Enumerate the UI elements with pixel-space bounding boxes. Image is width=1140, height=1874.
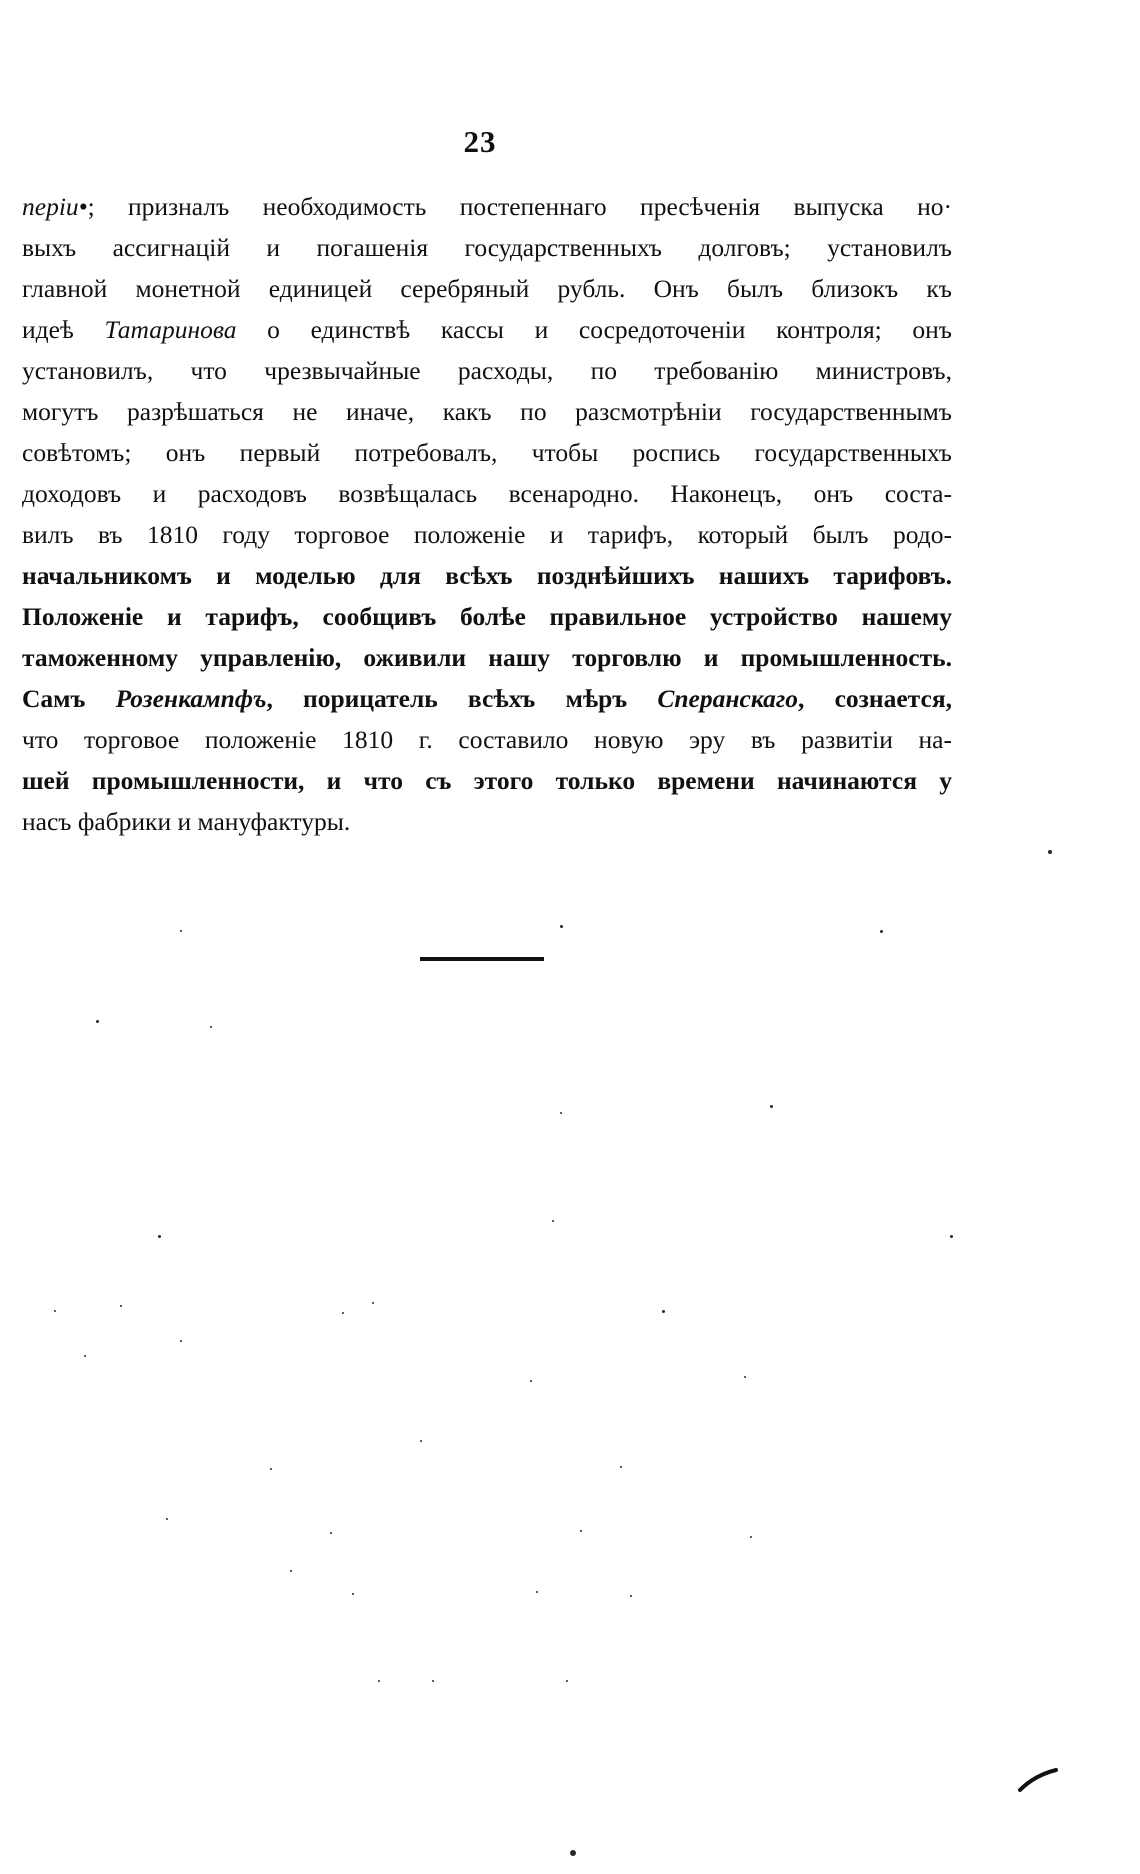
print-speck [372,1302,374,1304]
print-speck [1048,850,1052,854]
text-line [22,432,952,473]
text-line [22,227,952,268]
text-line [22,186,952,227]
text-line [22,801,952,842]
text-run: вилъ въ 1810 году торговое положеніе и тарифъ, который былъ родо- [22,520,952,549]
print-speck [662,1310,665,1313]
print-speck [180,930,182,932]
print-speck [750,1536,752,1538]
text-run: Положеніе и тарифъ, сообщивъ болѣе правильное устройство нашему [22,602,952,631]
print-speck [570,1850,576,1856]
text-run: , порицатель всѣхъ мѣръ [266,684,658,713]
text-run: шей промышленности, и что съ этого только времени начинаются у [22,766,952,795]
text-run: главной монетной единицей серебряный рубль. Онъ былъ близокъ къ [22,274,952,303]
print-speck [158,1235,161,1238]
print-speck [210,1026,212,1028]
text-run: ; призналъ необходимость постепеннаго пресѣченія выпуска но· [87,192,952,221]
text-run: выхъ ассигнацій и погашенія государственныхъ долговъ; установилъ [22,233,952,262]
print-speck [580,1530,582,1532]
text-line [22,637,952,678]
print-speck [84,1355,86,1357]
print-speck [290,1570,292,1572]
text-line [22,473,952,514]
text-line [22,309,952,350]
italic-name: Татаринова [104,315,237,344]
text-run: доходовъ и расходовъ возвѣщалась всенародно. Наконецъ, онъ соста- [22,479,952,508]
print-speck [378,1680,380,1682]
print-speck [342,1312,344,1314]
print-speck [566,1680,568,1682]
italic-name: періи• [22,192,88,221]
print-speck [54,1310,56,1312]
text-run: что торговое положеніе 1810 г. составило новую эру въ развитіи на- [22,725,952,754]
print-speck [330,1532,332,1534]
text-run: , сознается, [798,684,953,713]
pen-mark [1018,1768,1058,1794]
text-run: о единствѣ кассы и сосредоточеніи контроля; онъ [236,315,952,344]
text-run: могутъ разрѣшаться не иначе, какъ по разсмотрѣніи государственнымъ [22,397,952,426]
text-line [22,268,952,309]
text-line [22,719,952,760]
print-speck [630,1595,632,1597]
text-line [22,596,952,637]
text-line [22,555,952,596]
print-speck [552,1220,554,1222]
print-speck [120,1305,122,1307]
text-run: насъ фабрики и мануфактуры. [22,807,351,836]
text-line [22,514,952,555]
print-speck [620,1466,622,1468]
print-speck [180,1340,182,1342]
text-run: таможенному управленію, оживили нашу торговлю и промышленность. [22,643,952,672]
text-run: идеѣ [22,315,105,344]
print-speck [560,925,563,928]
print-speck [950,1235,953,1238]
print-speck [536,1591,538,1593]
text-line [22,678,952,719]
print-speck [166,1518,168,1520]
print-speck [432,1680,434,1682]
print-speck [96,1020,99,1023]
section-divider-rule [420,957,544,961]
italic-name: Розенкампфъ [115,684,267,713]
print-speck [744,1376,746,1378]
text-run: начальникомъ и моделью для всѣхъ позднѣйшихъ нашихъ тарифовъ. [22,561,952,590]
print-speck [560,1112,562,1114]
body-paragraph [22,186,952,842]
print-speck [270,1468,272,1470]
print-speck [770,1105,773,1108]
text-line [22,760,952,801]
page-number: 23 [463,124,497,159]
text-run: совѣтомъ; онъ первый потребовалъ, чтобы роспись государственныхъ [22,438,952,467]
italic-name: Сперанскаго [657,684,799,713]
text-line [22,391,952,432]
text-line [22,350,952,391]
print-speck [530,1380,532,1382]
text-run: установилъ, что чрезвычайные расходы, по требованію министровъ, [22,356,952,385]
print-speck [880,930,883,933]
text-run: Самъ [22,684,116,713]
print-speck [352,1593,354,1595]
print-speck [420,1440,422,1442]
